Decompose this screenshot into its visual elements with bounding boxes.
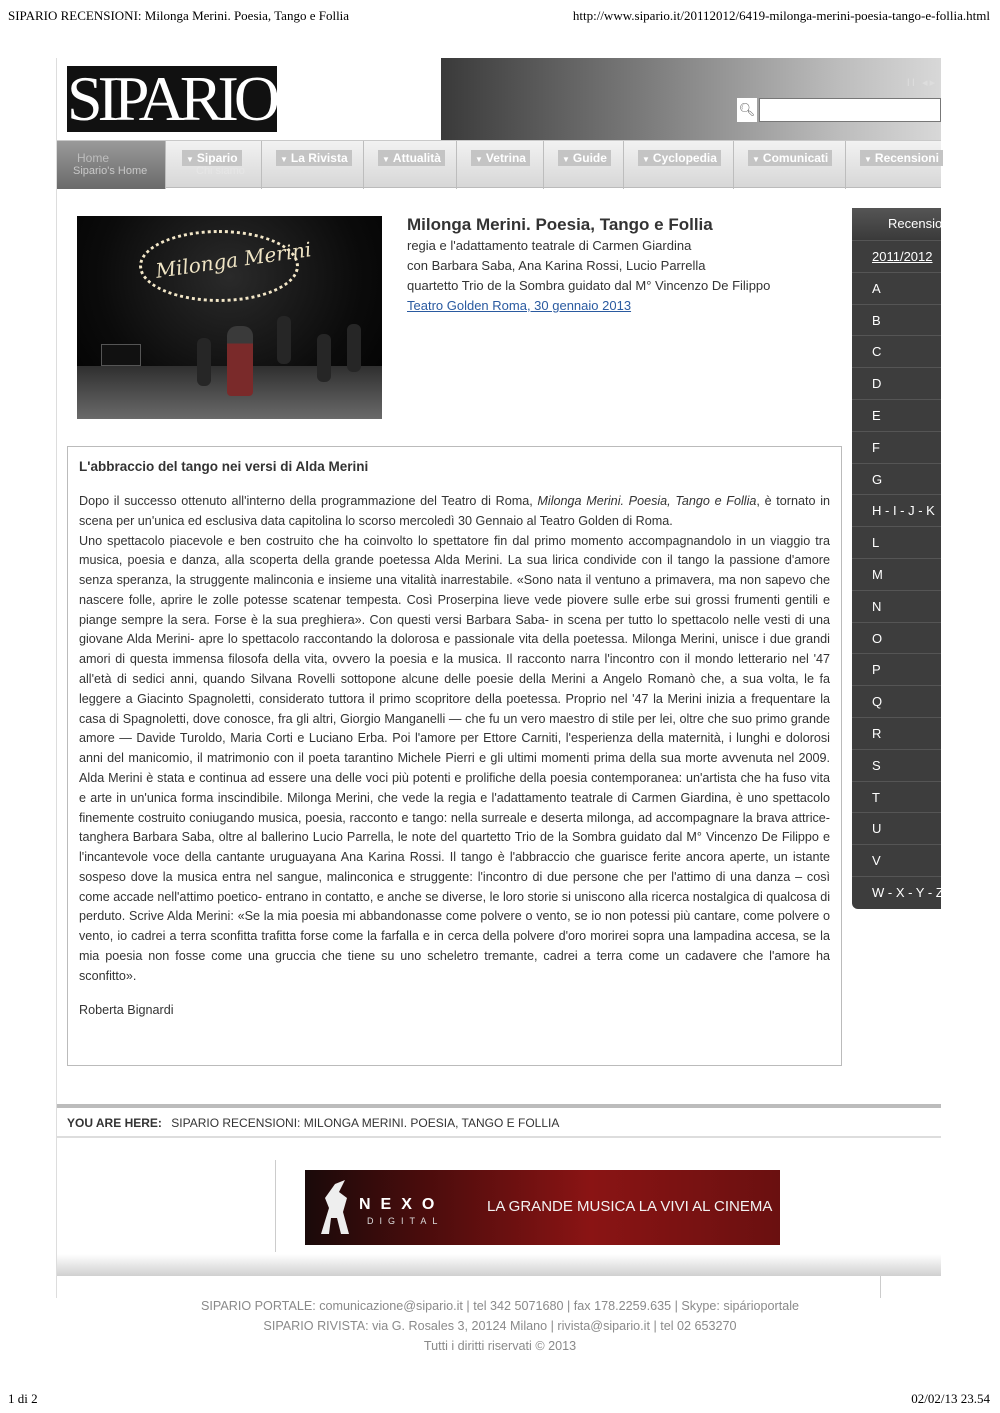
site-header xyxy=(57,58,941,140)
sidebar-item-o[interactable]: O xyxy=(852,622,941,654)
footer-portale: SIPARIO PORTALE: comunicazione@sipario.it | tel 342 5071680 | fax 178.2259.635 | Skype: sipárioportale xyxy=(200,1299,800,1313)
sidebar-item-t[interactable]: T xyxy=(852,781,941,813)
chevron-down-icon: ▼ xyxy=(382,155,390,164)
article-body xyxy=(67,446,842,1066)
singer-figure xyxy=(227,326,253,396)
banner-brand-sub: DIGITAL xyxy=(367,1216,444,1226)
print-timestamp: 02/02/13 23.54 xyxy=(911,1391,990,1406)
sidebar-item-v[interactable]: V xyxy=(852,844,941,876)
article-text xyxy=(79,492,830,987)
nav-label: ▼ Vetrina xyxy=(471,150,530,166)
musician xyxy=(347,324,361,372)
breadcrumb-current: SIPARIO RECENSIONI: MILONGA MERINI. POESIA, TANGO E FOLLIA xyxy=(171,1116,560,1130)
sidebar-item-r[interactable]: R xyxy=(852,717,941,749)
print-page-counter: 1 di 2 xyxy=(8,1391,38,1406)
chevron-down-icon: ▼ xyxy=(642,155,650,164)
footer-band xyxy=(57,1254,941,1276)
sidebar-item-l[interactable]: L xyxy=(852,526,941,558)
nav-label: ▼ Cyclopedia xyxy=(638,150,721,166)
search-icon[interactable]: 🔍︎ xyxy=(737,98,757,122)
sidebar-item-f[interactable]: F xyxy=(852,431,941,463)
banner-brand: NEXO xyxy=(359,1196,445,1213)
musician xyxy=(197,338,211,386)
sidebar-item-d[interactable]: D xyxy=(852,367,941,399)
sidebar-item-m[interactable]: M xyxy=(852,558,941,590)
sidebar-item-g[interactable]: G xyxy=(852,463,941,495)
article-header xyxy=(407,214,887,316)
nav-item-comunicati[interactable] xyxy=(733,141,845,189)
show-photo xyxy=(77,216,382,419)
reviews-sidebar xyxy=(852,208,953,909)
nav-item-cyclopedia[interactable] xyxy=(623,141,733,189)
nexo-digital-banner[interactable] xyxy=(305,1170,780,1245)
print-page-url: http://www.sipario.it/20112012/6419-milonga-merini-poesia-tango-e-follia.html xyxy=(572,8,990,23)
breadcrumb xyxy=(57,1104,941,1138)
article-subtitle: L'abbraccio del tango nei versi di Alda Merini xyxy=(79,459,369,474)
nav-item-guide[interactable] xyxy=(543,141,623,189)
article-title: Milonga Merini. Poesia, Tango e Follia xyxy=(407,215,713,234)
sipario-logo[interactable]: SIPARIO xyxy=(67,63,276,134)
logo-area xyxy=(57,58,441,140)
sidebar-title: Recensioni xyxy=(852,208,941,240)
musician xyxy=(277,316,291,364)
sidebar-item-p[interactable]: P xyxy=(852,653,941,685)
nav-label: ▼ Attualità xyxy=(378,150,445,166)
sidebar-item-year[interactable]: 2011/2012 xyxy=(852,240,941,272)
nav-sub-label: Sipario's Home xyxy=(73,165,148,177)
nav-label: ▼ Comunicati xyxy=(748,150,832,166)
sidebar-item-b[interactable]: B xyxy=(852,304,941,336)
chevron-down-icon: ▼ xyxy=(864,155,872,164)
footer-copyright: Tutti i diritti riservati © 2013 xyxy=(423,1339,577,1353)
chevron-down-icon: ▼ xyxy=(280,155,288,164)
unicorn-logo-icon xyxy=(315,1178,353,1236)
sidebar-item-u[interactable]: U xyxy=(852,812,941,844)
banner-tagline: LA GRANDE MUSICA LA VIVI AL CINEMA xyxy=(487,1198,773,1215)
header-slideshow xyxy=(441,58,941,140)
nav-item-home[interactable] xyxy=(57,141,165,189)
nav-item-la-rivista[interactable] xyxy=(261,141,363,189)
sidebar-item-s[interactable]: S xyxy=(852,749,941,781)
chevron-down-icon: ▼ xyxy=(475,155,483,164)
credits-direction: regia e l'adattamento teatrale di Carmen Giardina xyxy=(407,238,692,253)
footer-divider xyxy=(880,1276,881,1298)
nav-sub-label: Chi siamo xyxy=(196,165,245,177)
nav-item-recensioni[interactable] xyxy=(845,141,941,189)
sidebar-item-wxyz[interactable]: W - X - Y - Z xyxy=(852,876,941,908)
venue-link[interactable]: Teatro Golden Roma, 30 gennaio 2013 xyxy=(407,298,632,313)
sidebar-item-n[interactable]: N xyxy=(852,590,941,622)
photo-sign-text: Milonga Merini xyxy=(154,237,313,283)
column-divider xyxy=(275,1160,276,1252)
footer-rivista: SIPARIO RIVISTA: via G. Rosales 3, 20124 Milano | rivista@sipario.it | tel 02 653270 xyxy=(263,1319,737,1333)
nav-label: ▼ Recensioni xyxy=(860,150,943,166)
chevron-down-icon: ▼ xyxy=(186,155,194,164)
search-input[interactable] xyxy=(759,98,941,122)
sidebar-item-a[interactable]: A xyxy=(852,272,941,304)
sidebar-item-hijk[interactable]: H - I - J - K xyxy=(852,494,941,526)
article-paragraph: Uno spettacolo piacevole e ben costruito che ha coinvolto lo spettatore fin dal primo momento accompagnandolo in un viaggio tra musica, poesia e danza, alla scoperta della grande poetessa Alda Merini. La sua lirica condivide con il tango la passione d'amore senza speranza, la struggente malinconia e insieme una vitalità inarrestabile. «Sono nata il ventuno a primavera, ma non sapevo che nascere folle, aprire le zolle potesse scatenar tempesta. Così Proserpina lieve vede piovere sulle erbe sui grossi frumenti gentili e piange sempre la sera. Forse è la sua preghiera». Con questi versi Barbara Saba- in scena per tutto lo spettacolo nelle vesti di una giovane Alda Merini- apre lo spettacolo raccontando la dolorosa e passionale vita della poetessa. Milonga Merini, unisce i due grandi amori di questa immensa filosofa della vita, ovvero la poesia e la musica. Il racconto narra l'incontro con il mondo letterario nel '47 all'età di sedici anni, quando Silvana Rovelli sottopone alcune delle poesie della Merini a Angelo Romanò che, a sua volta, le fa leggere a Giacinto Spagnoletti, considerato tuttora il primo scopritore della poetessa. Proprio nel '47 la Merini inizia a frequentare la casa di Spagnoletti, dove conosce, fra gli altri, Giorgio Manganelli — che fu un vero maestro di stile per lei, oltre che suo primo grande amore — Davide Turoldo, Maria Corti e Luciano Erba. Poi l'amore per Ettore Carniti, l'esperienza della maternità, i lunghi e dolorosi anni del manicomio, il matrimonio con il poeta tarantino Michele Pierri e gli ultimi momenti prima della sua morte avvenuta nel 2009. Alda Merini è stata e continua ad essere una delle voci più potenti e prolifiche della poesia contemporanea: un'artista che ha fuso vita e arte in un'unica forma inscindibile. Milonga Merini, che vede la regia e l'adattamento teatrale di Carmen Giardina, è uno spettacolo finemente costruito coniugando musica, poesia, racconto e tango: nella surreale e deserta milonga, ad accompagnare la brava attrice-tanghera Barbara Saba, oltre al ballerino Lucio Parrella, le note del quartetto Trio de la Sombra guidato dal M° Vincenzo De Filippo e l'incantevole voce della cantante uruguayana Ana Karina Rossi. Il tango è l'abbraccio che guarisce ferite ancora aperte, un istante sospeso dove la musica entra nel sangue, malinconica e struggente: l'incontro di due persone che per l'attimo di una danza – così come accade nell'attimo poetico- entrano in contatto, e anche se diverse, le loro storie si uniscono alla ricerca nostalgica di qualcosa di perduto. Scrive Alda Merini: «Se la mia poesia mi abbandonasse come polvere o vento, se io non potessi più cantare, come polvere o vento, io cadrei a terra sconfitta trafitta forse come la farfalla e in cerca della polvere d'oro morirei sopra una lampadina accesa, se la mia poesia non fosse come una gruccia che tiene su uno scheletro tremante, cadrei a terra come un cadavere che l'amore ha sconfitto». xyxy=(79,533,830,983)
credits-cast: con Barbara Saba, Ana Karina Rossi, Lucio Parrella xyxy=(407,258,706,273)
nav-label: ▼ Guide xyxy=(558,150,611,166)
print-page-title: SIPARIO RECENSIONI: Milonga Merini. Poesia, Tango e Follia xyxy=(8,8,350,23)
nav-item-attualita[interactable] xyxy=(363,141,456,189)
article-paragraph: Dopo il successo ottenuto all'interno della programmazione del Teatro di Roma, Milonga Merini. Poesia, Tango e Follia, è tornato in scena per un'unica ed esclusiva data capitolina lo scorso mercoledì 30 Gennaio al Teatro Golden di Roma. xyxy=(79,494,830,528)
nav-label: ▼ Sipario xyxy=(182,150,242,166)
sidebar-item-c[interactable]: C xyxy=(852,335,941,367)
main-nav xyxy=(57,140,941,188)
slideshow-controls[interactable]: II ◂▸ xyxy=(906,77,937,89)
nav-label: Home xyxy=(77,151,110,165)
sidebar-item-q[interactable]: Q xyxy=(852,685,941,717)
piano xyxy=(101,344,141,366)
chevron-down-icon: ▼ xyxy=(752,155,760,164)
nav-label: ▼ La Rivista xyxy=(276,150,352,166)
breadcrumb-label: YOU ARE HERE: xyxy=(67,1116,162,1130)
site-page xyxy=(56,58,953,1298)
nav-item-sipario[interactable] xyxy=(165,141,261,189)
credits-music: quartetto Trio de la Sombra guidato dal M° Vincenzo De Filippo xyxy=(407,278,771,293)
chevron-down-icon: ▼ xyxy=(562,155,570,164)
article-author: Roberta Bignardi xyxy=(79,1002,174,1017)
sidebar-item-e[interactable]: E xyxy=(852,399,941,431)
nav-item-vetrina[interactable] xyxy=(456,141,543,189)
musician xyxy=(317,334,331,382)
site-footer xyxy=(0,1296,1000,1356)
